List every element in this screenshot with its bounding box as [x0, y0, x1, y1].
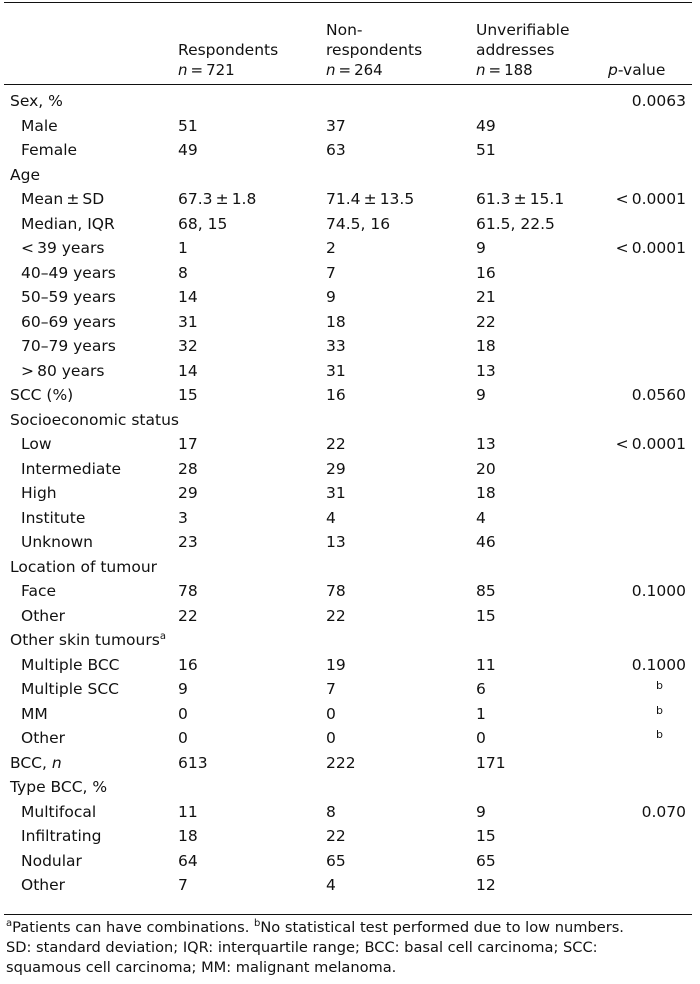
- header-unverifiable: [476, 20, 570, 80]
- cell-c3: 12: [476, 876, 496, 894]
- row-label: 60–69 years: [21, 312, 116, 331]
- cell-p-footnote: b: [656, 679, 663, 692]
- row-label: 40–49 years: [21, 263, 116, 282]
- header-label: Non- respondents: [326, 21, 423, 59]
- cell-c1: 32: [178, 337, 198, 355]
- cell-c1: 15: [178, 386, 198, 404]
- cell-c1: 14: [178, 288, 198, 306]
- cell-c1: 23: [178, 533, 198, 551]
- cell-p-footnote: b: [656, 703, 663, 717]
- cell-c3: 6: [476, 680, 486, 698]
- table-row: [0, 408, 700, 433]
- bottom-rule: [4, 914, 692, 915]
- row-label: < 39 years: [21, 239, 105, 257]
- cell-c1: 1: [178, 239, 188, 257]
- cell-c2: 78: [326, 582, 346, 600]
- cell-c1: 7: [178, 876, 188, 894]
- header-respondents: [178, 40, 278, 80]
- table-row: [0, 775, 700, 800]
- cell-c3: 15: [476, 606, 496, 625]
- table-header: [0, 10, 700, 80]
- cell-c3: 13: [476, 361, 496, 380]
- table-row: [0, 481, 700, 506]
- cell-c3: 171: [476, 753, 506, 772]
- row-label: Multifocal: [21, 802, 97, 821]
- table-row: [0, 359, 700, 384]
- cell-c3: 16: [476, 263, 496, 282]
- cell-c3: 61.5, 22.5: [476, 214, 555, 233]
- cell-c2: 4: [326, 876, 336, 894]
- cell-c2: 37: [326, 116, 346, 135]
- cell-p-value: 0.1000: [631, 655, 686, 674]
- cell-c2: 31: [326, 361, 346, 380]
- cell-c1: 67.3 ± 1.8: [178, 190, 257, 208]
- row-label: Mean ± SD: [21, 190, 105, 208]
- cell-c1: 18: [178, 827, 198, 845]
- row-label: Age: [10, 165, 40, 184]
- cell-c3: 15: [476, 827, 496, 845]
- cell-c2: 31: [326, 484, 346, 502]
- header-p-value: p-value: [608, 61, 666, 79]
- top-rule: [4, 2, 692, 3]
- cell-c2: 33: [326, 337, 346, 355]
- row-label: Median, IQR: [21, 214, 115, 233]
- cell-p-value: < 0.0001: [615, 239, 686, 257]
- table-row: [0, 824, 700, 849]
- table-row: [0, 506, 700, 531]
- cell-c3: 1: [476, 704, 486, 723]
- row-label: > 80 years: [21, 361, 105, 380]
- cell-c1: 16: [178, 655, 198, 674]
- cell-c3: 49: [476, 116, 496, 135]
- table-row: [0, 310, 700, 335]
- cell-c1: 9: [178, 680, 188, 698]
- cell-c1: 22: [178, 606, 198, 625]
- cell-c1: 28: [178, 459, 198, 478]
- cell-c3: 51: [476, 141, 496, 159]
- cell-c2: 71.4 ± 13.5: [326, 190, 415, 208]
- cell-c1: 17: [178, 435, 198, 453]
- row-label: Location of tumour: [10, 557, 158, 576]
- row-label: 70–79 years: [21, 337, 116, 355]
- table-row: [0, 432, 700, 457]
- table-row: [0, 261, 700, 286]
- cell-c2: 2: [326, 239, 336, 257]
- table-row: [0, 163, 700, 188]
- cell-c1: 31: [178, 312, 198, 331]
- table-row: [0, 849, 700, 874]
- cell-c3: 65: [476, 851, 496, 870]
- cell-c3: 9: [476, 239, 486, 257]
- table-row: [0, 873, 700, 898]
- cell-c1: 78: [178, 582, 198, 600]
- row-label: Female: [21, 141, 78, 159]
- table-row: [0, 334, 700, 359]
- cell-c2: 16: [326, 386, 346, 404]
- row-label: Multiple SCC: [21, 680, 119, 698]
- cell-c1: 68, 15: [178, 214, 228, 233]
- row-label: Socioeconomic status: [10, 410, 179, 429]
- footnote-line-3: squamous cell carcinoma; MM: malignant melanoma.: [6, 959, 397, 976]
- row-label: Other: [21, 606, 66, 625]
- table-body: [0, 89, 700, 898]
- row-label: Intermediate: [21, 459, 122, 478]
- cell-c1: 11: [178, 802, 198, 821]
- table-row: [0, 751, 700, 776]
- cell-c2: 65: [326, 851, 346, 870]
- row-label: Face: [21, 582, 57, 600]
- table-row: [0, 628, 700, 653]
- cell-c3: 13: [476, 435, 496, 453]
- cell-c1: 29: [178, 484, 198, 502]
- header-n: n = 721: [178, 61, 235, 79]
- table-row: [0, 800, 700, 825]
- header-n: n = 264: [326, 61, 383, 79]
- cell-c1: 613: [178, 753, 208, 772]
- cell-c3: 18: [476, 484, 496, 502]
- cell-c3: 9: [476, 386, 486, 404]
- row-label: BCC, n: [10, 753, 62, 772]
- header-label: Respondents: [178, 41, 279, 59]
- cell-c2: 4: [326, 508, 336, 527]
- row-label: 50–59 years: [21, 288, 116, 306]
- cell-p-value: 0.0560: [631, 386, 686, 404]
- cell-c3: 85: [476, 582, 496, 600]
- table-row: [0, 89, 700, 114]
- cell-p-footnote: b: [656, 728, 663, 741]
- footnote-line-1: $^a$Patients can have combinations. $^b$No statistical test performed due to low numbers.: [6, 918, 624, 936]
- header-non-respondents: [326, 20, 422, 80]
- table-row: [0, 236, 700, 261]
- row-label: Other: [21, 876, 66, 894]
- table-row: [0, 555, 700, 580]
- row-label: Multiple BCC: [21, 655, 120, 674]
- cell-c2: 9: [326, 288, 336, 306]
- table-row: [0, 579, 700, 604]
- cell-c2: 22: [326, 827, 346, 845]
- row-label: Nodular: [21, 851, 82, 870]
- cell-c3: 21: [476, 288, 496, 306]
- cell-c1: 49: [178, 141, 198, 159]
- cell-c3: 46: [476, 533, 496, 551]
- row-label: Institute: [21, 508, 86, 527]
- header-rule: [4, 84, 692, 85]
- cell-p-value: 0.1000: [631, 582, 686, 600]
- cell-c2: 18: [326, 312, 346, 331]
- cell-c1: 64: [178, 851, 198, 870]
- row-label: Unknown: [21, 533, 93, 551]
- cell-p-value: < 0.0001: [615, 190, 686, 208]
- cell-c2: 0: [326, 729, 336, 747]
- table-row: [0, 702, 700, 727]
- table-row: [0, 212, 700, 237]
- table-row: [0, 285, 700, 310]
- cell-c3: 18: [476, 337, 496, 355]
- row-label: SCC (%): [10, 386, 74, 404]
- cell-c1: 8: [178, 263, 188, 282]
- table-row: [0, 114, 700, 139]
- table-row: [0, 726, 700, 751]
- cell-p-value: 0.0063: [631, 92, 686, 110]
- row-label: Sex, %: [10, 92, 63, 110]
- table-row: [0, 530, 700, 555]
- table-row: [0, 677, 700, 702]
- cell-c2: 22: [326, 606, 346, 625]
- cell-c3: 11: [476, 655, 496, 674]
- cell-c2: 8: [326, 802, 336, 821]
- table-row: [0, 383, 700, 408]
- cell-c2: 19: [326, 655, 346, 674]
- cell-p-value: 0.070: [641, 802, 686, 821]
- cell-c3: 9: [476, 802, 486, 821]
- cell-c3: 20: [476, 459, 496, 478]
- table-row: [0, 138, 700, 163]
- header-label: Unverifiable addresses: [476, 21, 570, 59]
- table-row: [0, 604, 700, 629]
- row-label: Other: [21, 729, 66, 747]
- table-row: [0, 457, 700, 482]
- cell-c3: 22: [476, 312, 496, 331]
- cell-c3: 0: [476, 729, 486, 747]
- header-n: n = 188: [476, 61, 533, 79]
- cell-c1: 0: [178, 729, 188, 747]
- cell-c2: 0: [326, 704, 336, 723]
- footnote-line-2: SD: standard deviation; IQR: interquartile range; BCC: basal cell carcinoma; SCC:: [6, 939, 598, 956]
- cell-c3: 4: [476, 508, 486, 527]
- row-label: MM: [21, 704, 48, 723]
- cell-c1: 51: [178, 116, 198, 135]
- row-label: Infiltrating: [21, 827, 102, 845]
- table-row: [0, 653, 700, 678]
- cell-c3: 61.3 ± 15.1: [476, 190, 565, 208]
- cell-c1: 14: [178, 361, 198, 380]
- cell-c2: 22: [326, 435, 346, 453]
- row-label: Type BCC, %: [10, 778, 108, 796]
- cell-c2: 7: [326, 263, 336, 282]
- row-label: High: [21, 484, 57, 502]
- cell-c1: 0: [178, 704, 188, 723]
- cell-c2: 13: [326, 533, 346, 551]
- row-label: Low: [21, 435, 52, 453]
- footnotes: [6, 918, 692, 978]
- cell-c2: 222: [326, 753, 356, 772]
- cell-c2: 7: [326, 680, 336, 698]
- table-row: [0, 187, 700, 212]
- cell-c2: 29: [326, 459, 346, 478]
- cell-c2: 63: [326, 141, 346, 159]
- cell-p-value: < 0.0001: [615, 435, 686, 453]
- row-label: Other skin tumours$^a$: [10, 630, 166, 649]
- row-label: Male: [21, 116, 58, 135]
- cell-c2: 74.5, 16: [326, 214, 391, 233]
- cell-c1: 3: [178, 508, 188, 527]
